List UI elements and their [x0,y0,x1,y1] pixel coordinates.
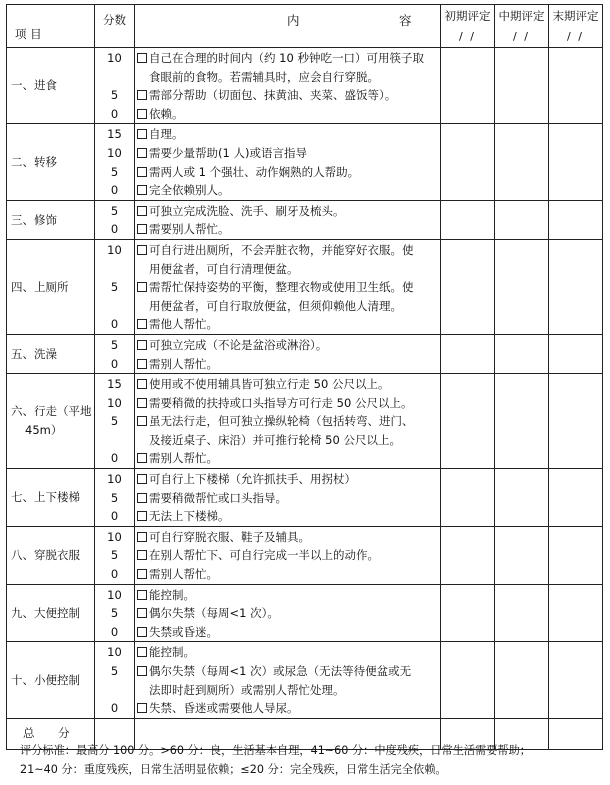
checkbox-icon[interactable] [137,666,147,676]
option-text: 可自行穿脱衣服、鞋子及辅具。 [149,529,310,544]
eval-cell-final[interactable] [549,642,603,718]
item-name [7,584,95,642]
option-line [137,241,440,260]
header-eval-mid [495,5,549,48]
checkbox-icon[interactable] [137,379,147,389]
score-value [95,297,134,316]
option-text: 失禁或昏迷。 [149,624,218,639]
score-value [95,431,134,450]
option-line [137,144,440,163]
item-scores [95,239,135,334]
item-row [7,584,603,642]
eval-cell-initial[interactable] [441,124,495,200]
score-value: 0 [110,222,119,237]
option-line [137,470,440,489]
eval-cell-mid[interactable] [495,526,549,584]
option-text: 需别人帮忙。 [149,567,218,582]
adl-assessment-table [6,4,603,750]
header-eval-initial [441,5,495,48]
score-value: 0 [110,183,119,198]
eval-cell-mid[interactable] [495,124,549,200]
score-value: 5 [110,337,119,352]
eval-cell-final[interactable] [549,374,603,469]
checkbox-icon[interactable] [137,608,147,618]
header-content-b: 容 [399,13,412,28]
score-value: 10 [107,645,122,660]
score-value: 0 [110,624,119,639]
item-row [7,469,603,527]
scoring-footnote [20,741,600,779]
item-name [7,334,95,373]
item-options [135,48,441,124]
checkbox-icon[interactable] [137,53,147,63]
option-line [137,662,440,681]
option-line [137,202,440,221]
checkbox-icon[interactable] [137,647,147,657]
header-eval-final-label: 末期评定 [552,9,599,23]
footnote-line-1: 评分标准：最高分 100 分。>60 分：良，生活基本自理，41~60 分：中度残疾，日常生活需要帮助； [20,744,531,757]
option-text: 可独立完成（不论是盆浴或淋浴）。 [149,337,328,352]
item-name [7,642,95,718]
option-text-cont: 用便盆者，可自行取放便盆，但须仰赖他人清理。 [149,298,402,313]
score-value: 0 [110,509,119,524]
option-line [137,528,440,547]
checkbox-icon[interactable] [137,474,147,484]
item-name-text: 九、大便控制 [11,605,80,620]
item-row [7,334,603,373]
item-name [7,200,95,239]
checkbox-icon[interactable] [137,319,147,329]
item-options [135,584,441,642]
item-options [135,239,441,334]
checkbox-icon[interactable] [137,167,147,177]
eval-cell-initial[interactable] [441,374,495,469]
item-name-text: 一、进食 [11,78,57,93]
option-text: 需要稍微帮忙或口头指导。 [149,490,287,505]
option-line [137,105,440,124]
score-value [95,260,134,279]
header-content [135,5,441,48]
item-name-text: 十、小便控制 [11,672,80,687]
score-value: 15 [107,377,122,392]
eval-cell-initial[interactable] [441,334,495,373]
header-score: 分数 [95,5,135,48]
score-value: 5 [110,203,119,218]
option-text: 能控制。 [149,587,195,602]
checkbox-icon[interactable] [137,511,147,521]
checkbox-icon[interactable] [137,245,147,255]
score-value: 5 [110,280,119,295]
item-row [7,200,603,239]
item-scores [95,584,135,642]
option-text: 虽无法行走，但可独立操纵轮椅（包括转弯、进门、 [149,414,414,429]
checkbox-icon[interactable] [137,569,147,579]
option-text: 在别人帮忙下、可自行完成一半以上的动作。 [149,548,379,563]
item-options [135,469,441,527]
checkbox-icon[interactable] [137,109,147,119]
score-value: 0 [110,451,119,466]
score-value: 5 [110,88,119,103]
item-row [7,48,603,124]
option-line [137,163,440,182]
option-line [137,86,440,105]
option-line [137,181,440,200]
option-text: 偶尔失禁（每周<1 次）。 [149,606,279,621]
eval-cell-initial[interactable] [441,469,495,527]
score-value: 10 [107,51,122,65]
option-line [137,315,440,334]
item-options [135,200,441,239]
option-line [137,355,440,374]
score-value: 10 [107,395,122,410]
option-text: 依赖。 [149,106,184,121]
header-eval-initial-date: / / [459,29,476,43]
item-options [135,334,441,373]
option-text: 需要少量帮助(1 人)或语言指导 [149,145,307,160]
total-label: 总 分 [7,718,95,749]
option-line [137,546,440,565]
option-line [137,449,440,468]
checkbox-icon[interactable] [137,224,147,234]
option-text: 需他人帮忙。 [149,317,218,332]
footnote-line-2: 21~40 分：重度残疾，日常生活明显依赖；≤20 分：完全残疾，日常生活完全依赖。 [20,763,447,776]
score-value: 10 [107,529,122,544]
item-scores [95,469,135,527]
checkbox-icon[interactable] [137,398,147,408]
item-scores [95,334,135,373]
item-scores [95,48,135,124]
option-line [137,394,440,413]
option-line [137,49,440,68]
eval-cell-initial[interactable] [441,642,495,718]
score-value [95,681,134,700]
eval-cell-mid[interactable] [495,642,549,718]
item-name-text-cont: 45m） [25,423,63,438]
option-text-cont: 食眼前的食物。若需辅具时，应会自行穿脱。 [149,69,379,84]
score-value: 15 [107,127,122,142]
option-line [137,623,440,642]
checkbox-icon[interactable] [137,453,147,463]
option-text: 可自行进出厕所，不会弄脏衣物，并能穿好衣服。使 [149,242,414,257]
option-text: 需别人帮忙。 [149,356,218,371]
header-content-a: 内 [287,13,300,28]
score-value: 10 [107,242,122,257]
option-text: 无法上下楼梯。 [149,509,230,524]
option-text-cont: 及接近桌子、床沿）并可推行轮椅 50 公尺以上。 [149,432,401,447]
option-text: 自己在合理的时间内（约 10 秒钟吃一口）可用筷子取 [149,51,424,65]
item-scores [95,526,135,584]
option-line [137,565,440,584]
checkbox-icon[interactable] [137,90,147,100]
checkbox-icon[interactable] [137,185,147,195]
item-name [7,526,95,584]
score-value: 5 [110,490,119,505]
option-text: 需要稍微的扶持或口头指导方可行走 50 公尺以上。 [149,395,413,410]
item-row [7,374,603,469]
option-text: 自理。 [149,127,184,142]
option-line [137,336,440,355]
eval-cell-final[interactable] [549,334,603,373]
score-value: 10 [107,587,122,602]
checkbox-icon[interactable] [137,129,147,139]
header-row [7,5,603,48]
eval-cell-final[interactable] [549,584,603,642]
score-value: 0 [110,356,119,371]
option-line [137,412,440,431]
checkbox-icon[interactable] [137,590,147,600]
checkbox-icon[interactable] [137,148,147,158]
item-scores [95,200,135,239]
option-text: 完全依赖别人。 [149,183,230,198]
eval-cell-final[interactable] [549,124,603,200]
score-value: 0 [110,567,119,582]
eval-cell-mid[interactable] [495,584,549,642]
item-name [7,469,95,527]
eval-cell-final[interactable] [549,469,603,527]
item-scores [95,642,135,718]
header-eval-mid-date: / / [513,29,530,43]
eval-cell-initial[interactable] [441,200,495,239]
option-text: 能控制。 [149,645,195,660]
eval-cell-final[interactable] [549,239,603,334]
option-line [137,586,440,605]
option-line [137,489,440,508]
eval-cell-mid[interactable] [495,200,549,239]
eval-cell-final[interactable] [549,200,603,239]
checkbox-icon[interactable] [137,282,147,292]
score-value: 5 [110,664,119,678]
score-value: 10 [107,472,122,487]
item-name [7,374,95,469]
score-value [95,68,134,87]
checkbox-icon[interactable] [137,532,147,542]
item-options [135,124,441,200]
item-name-text: 五、洗澡 [11,346,57,361]
eval-cell-final[interactable] [549,526,603,584]
header-eval-final-date: / / [567,29,584,43]
eval-cell-mid[interactable] [495,334,549,373]
item-name [7,239,95,334]
option-text: 使用或不使用辅具皆可独立行走 50 公尺以上。 [149,377,390,392]
eval-cell-mid[interactable] [495,374,549,469]
score-value: 0 [110,106,119,121]
item-name-text: 四、上厕所 [11,279,69,294]
item-name-text: 二、转移 [11,154,57,169]
option-text: 失禁、昏迷或需要他人导尿。 [149,701,299,716]
option-text: 可独立完成洗脸、洗手、刷牙及梳头。 [149,203,345,218]
option-text-cont: 法即时赶到厕所）或需别人帮忙处理。 [149,682,345,697]
item-name [7,48,95,124]
score-value: 5 [110,164,119,179]
option-text: 需帮忙保持姿势的平衡，整理衣物或使用卫生纸。使 [149,280,414,295]
eval-cell-mid[interactable] [495,239,549,334]
header-item: 项 目 [7,5,95,48]
eval-cell-initial[interactable] [441,239,495,334]
option-text: 需两人或 1 个强壮、动作娴熟的人帮助。 [149,164,360,179]
item-row [7,526,603,584]
checkbox-icon[interactable] [137,416,147,426]
eval-cell-mid[interactable] [495,48,549,124]
option-line [137,699,440,718]
eval-cell-mid[interactable] [495,469,549,527]
option-text: 需别人帮忙。 [149,451,218,466]
checkbox-icon[interactable] [137,627,147,637]
item-options [135,526,441,584]
option-text: 可自行上下楼梯（允许抓扶手、用拐杖） [149,472,356,487]
option-line [137,643,440,662]
item-options [135,374,441,469]
checkbox-icon[interactable] [137,206,147,216]
item-row [7,239,603,334]
score-value: 10 [107,145,122,160]
item-row [7,642,603,718]
option-line [137,375,440,394]
checkbox-icon[interactable] [137,550,147,560]
option-text: 需部分帮助（切面包、抹黄油、夹菜、盛饭等）。 [149,88,397,103]
checkbox-icon[interactable] [137,359,147,369]
score-value: 5 [110,606,119,621]
option-line [137,278,440,297]
checkbox-icon[interactable] [137,703,147,713]
item-name-text: 七、上下楼梯 [11,490,80,505]
score-value: 0 [110,701,119,716]
score-value: 5 [110,414,119,429]
item-name-text: 六、行走（平地 [11,404,92,419]
item-scores [95,374,135,469]
item-row [7,124,603,200]
option-line [137,220,440,239]
option-line [137,125,440,144]
option-line [137,507,440,526]
header-eval-final [549,5,603,48]
header-eval-initial-label: 初期评定 [444,9,491,23]
checkbox-icon[interactable] [137,340,147,350]
item-name [7,124,95,200]
eval-cell-initial[interactable] [441,584,495,642]
item-options [135,642,441,718]
checkbox-icon[interactable] [137,493,147,503]
item-name-text: 八、穿脱衣服 [11,547,80,562]
eval-cell-final[interactable] [549,48,603,124]
item-scores [95,124,135,200]
header-eval-mid-label: 中期评定 [498,9,545,23]
score-value: 5 [110,548,119,563]
option-line [137,604,440,623]
item-name-text: 三、修饰 [11,212,57,227]
option-text: 偶尔失禁（每周<1 次）或尿急（无法等待便盆或无 [149,664,412,678]
score-value: 0 [110,317,119,332]
eval-cell-initial[interactable] [441,48,495,124]
eval-cell-initial[interactable] [441,526,495,584]
option-text: 需要别人帮忙。 [149,222,230,237]
option-text-cont: 用便盆者，可自行清理便盆。 [149,261,299,276]
